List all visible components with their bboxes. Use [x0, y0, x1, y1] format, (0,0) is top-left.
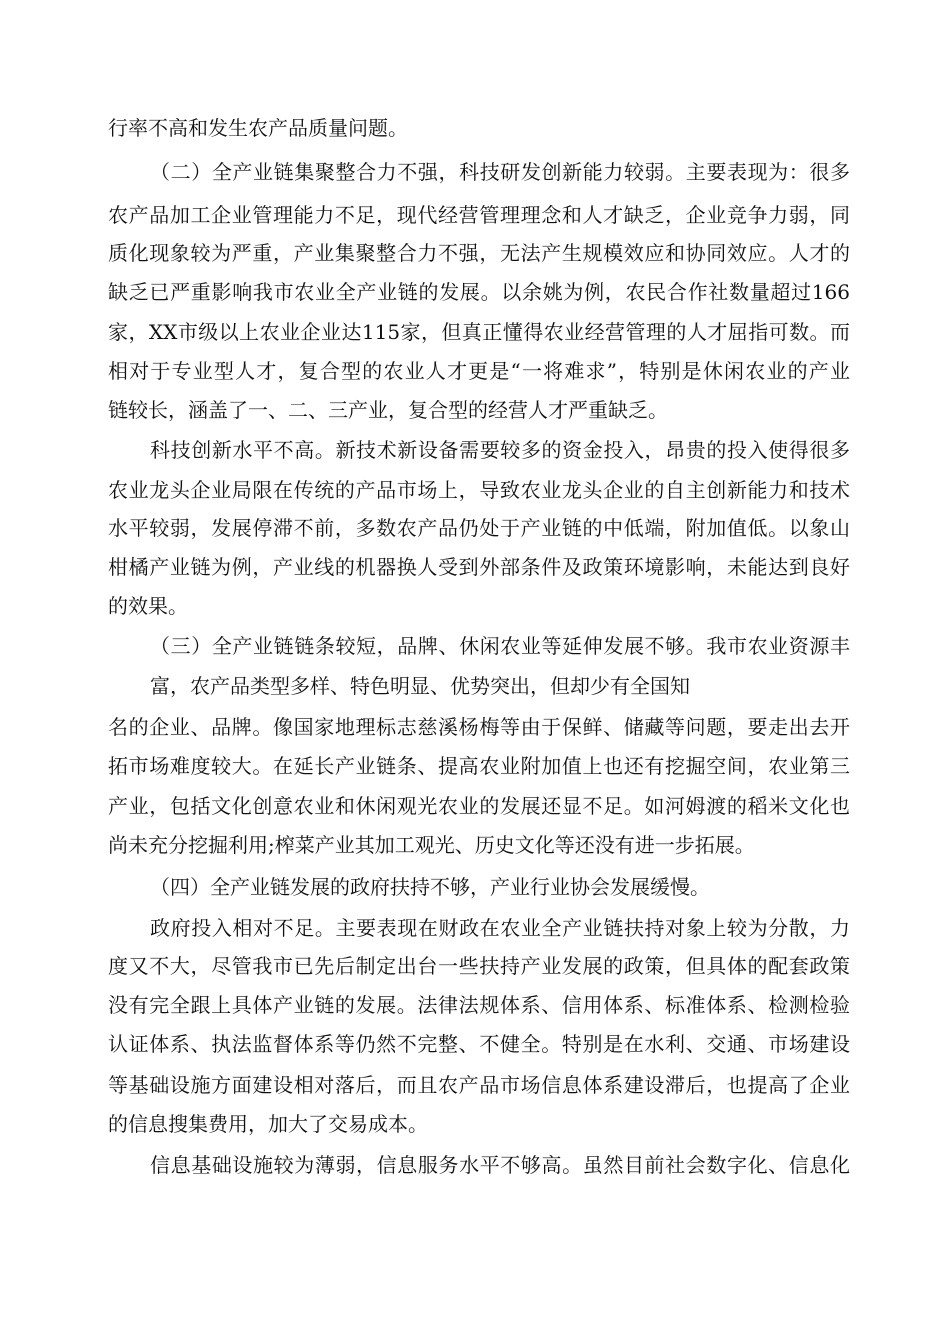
text-line: 柑橘产业链为例，产业线的机器换人受到外部条件及政策环境影响，未能达到良好 — [108, 555, 850, 579]
text-line: 名的企业、品牌。像国家地理标志慈溪杨梅等由于保鲜、储藏等问题，要走出去开 — [108, 715, 850, 739]
text-line: 水平较弱，发展停滞不前，多数农产品仍处于产业链的中低端，附加值低。以象山 — [108, 516, 850, 540]
text-line: 链较长，涵盖了一、二、三产业，复合型的经营人才严重缺乏。 — [108, 398, 668, 422]
text-line: 农产品加工企业管理能力不足，现代经营管理理念和人才缺乏，企业竞争力弱，同 — [108, 203, 850, 227]
text-line: 认证体系、执法监督体系等仍然不完整、不健全。特别是在水利、交通、市场建设 — [108, 1032, 850, 1056]
text-line: 没有完全跟上具体产业链的发展。法律法规体系、信用体系、标准体系、检测检验 — [108, 993, 850, 1017]
text-line: 政府投入相对不足。主要表现在财政在农业全产业链扶持对象上较为分散，力 — [150, 916, 850, 940]
text-line: 行率不高和发生农产品质量问题。 — [108, 116, 408, 140]
text-line: 科技创新水平不高。新技术新设备需要较多的资金投入，昂贵的投入使得很多 — [150, 438, 850, 462]
text-line: 富，农产品类型多样、特色明显、优势突出，但却少有全国知 — [150, 674, 690, 698]
text-line: 尚未充分挖掘利用;榨菜产业其加工观光、历史文化等还没有进一步拓展。 — [108, 833, 755, 857]
text-line: （二）全产业链集聚整合力不强，科技研发创新能力较弱。主要表现为：很多 — [150, 160, 850, 184]
text-line: 相对于专业型人才，复合型的农业人才更是“一将难求”，特别是休闲农业的产业 — [108, 359, 850, 383]
text-line: 的效果。 — [108, 594, 188, 618]
text-line: （四）全产业链发展的政府扶持不够，产业行业协会发展缓慢。 — [150, 875, 710, 899]
text-line: 家，XX市级以上农业企业达115家，但真正懂得农业经营管理的人才屈指可数。而 — [108, 320, 850, 344]
text-line: 信息基础设施较为薄弱，信息服务水平不够高。虽然目前社会数字化、信息化 — [150, 1153, 850, 1177]
text-line: 等基础设施方面建设相对落后，而且农产品市场信息体系建设滞后，也提高了企业 — [108, 1073, 850, 1097]
text-line: 度又不大，尽管我市已先后制定出台一些扶持产业发展的政策，但具体的配套政策 — [108, 954, 850, 978]
text-line: （三）全产业链链条较短，品牌、休闲农业等延伸发展不够。我市农业资源丰 — [150, 634, 850, 658]
text-line: 质化现象较为严重，产业集聚整合力不强，无法产生规模效应和协同效应。人才的 — [108, 241, 850, 265]
text-line: 农业龙头企业局限在传统的产品市场上，导致农业龙头企业的自主创新能力和技术 — [108, 478, 850, 502]
text-line: 缺乏已严重影响我市农业全产业链的发展。以余姚为例，农民合作社数量超过166 — [108, 280, 850, 304]
text-line: 拓市场难度较大。在延长产业链条、提高农业附加值上也还有挖掘空间，农业第三 — [108, 754, 850, 778]
text-line: 产业，包括文化创意农业和休闲观光农业的发展还显不足。如河姆渡的稻米文化也 — [108, 794, 850, 818]
text-line: 的信息搜集费用，加大了交易成本。 — [108, 1112, 428, 1136]
